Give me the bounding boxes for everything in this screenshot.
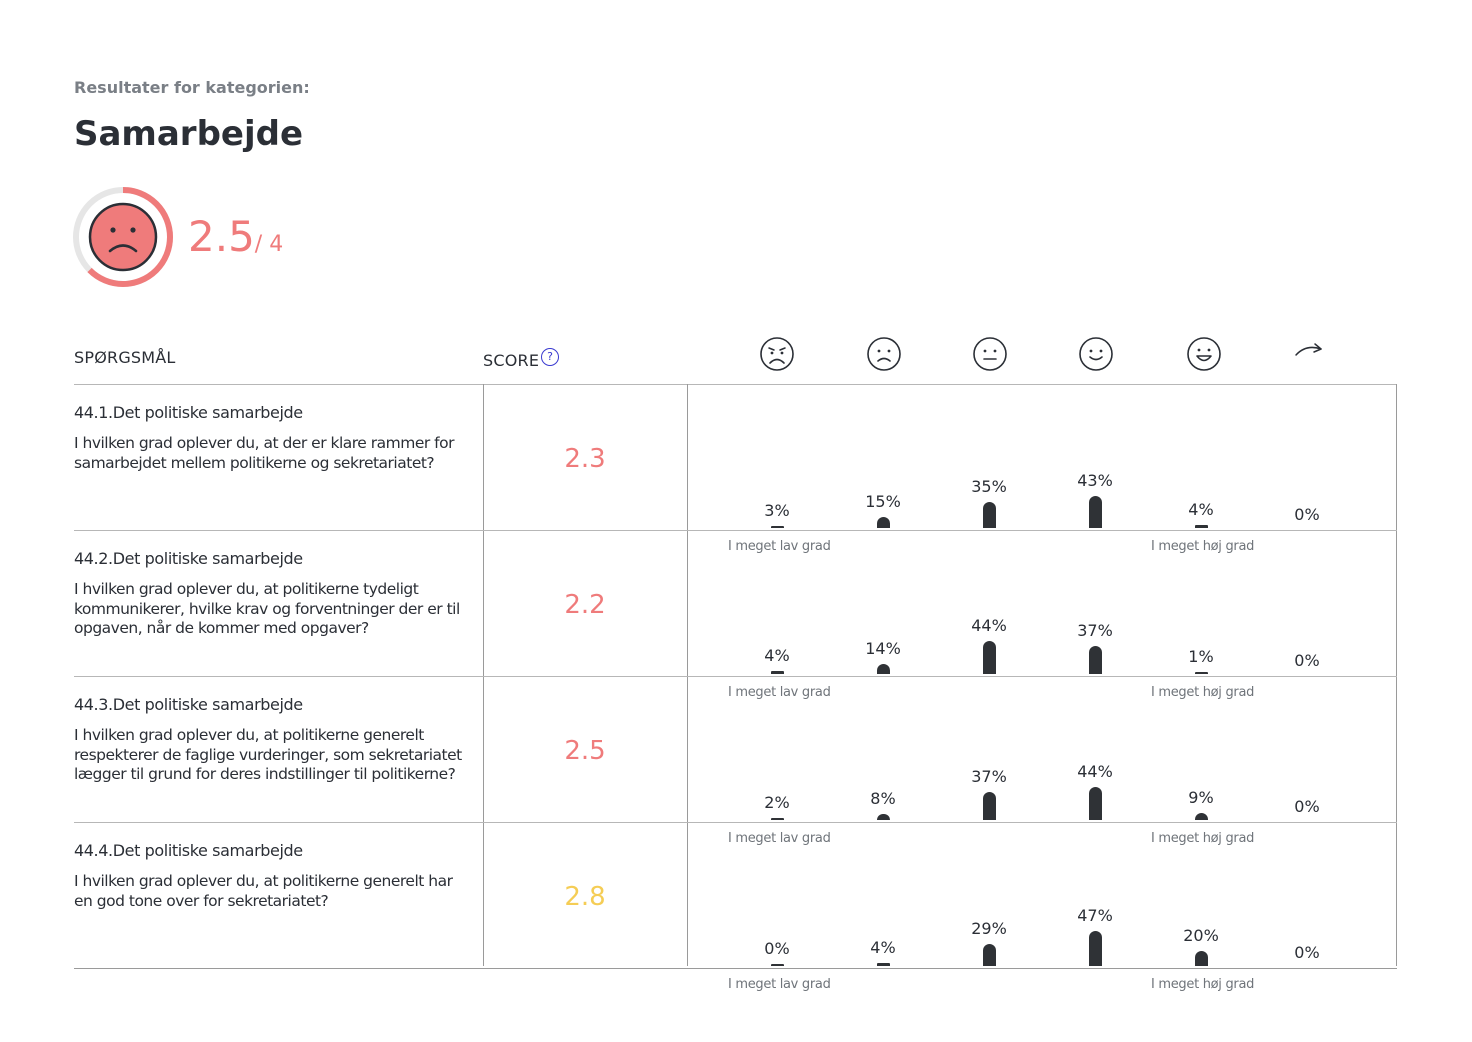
percentage-label: 1%	[1188, 647, 1214, 666]
response-bar	[1195, 672, 1208, 674]
percentage-label: 4%	[870, 938, 896, 957]
question-text: I hvilken grad oplever du, at der er klare rammer for samarbejdet mellem politikerne og sekretariatet?	[74, 434, 454, 472]
overall-score-value: 2.5	[188, 212, 255, 261]
overall-score	[188, 212, 283, 261]
response-bar	[1089, 646, 1102, 674]
scale-low-label: I meget lav grad	[728, 539, 831, 554]
chart-column-left-border	[687, 384, 688, 966]
table-top-divider	[74, 384, 1397, 385]
percentage-label: 4%	[1188, 500, 1214, 519]
question-score: 2.3	[564, 444, 606, 474]
column-header-score-label: SCORE	[483, 351, 540, 370]
overall-score-max: / 4	[254, 232, 284, 257]
percentage-label: 15%	[865, 492, 901, 511]
percentage-label: 0%	[1294, 797, 1320, 816]
percentage-label: 47%	[1077, 906, 1113, 925]
response-bar	[877, 517, 890, 528]
percentage-label: 14%	[865, 639, 901, 658]
question-number: 44.4.	[74, 841, 113, 860]
neutral-face-icon	[972, 336, 1008, 372]
column-header-score	[483, 348, 559, 370]
question-text: I hvilken grad oplever du, at politikerne tydeligt kommunikerer, hvilke krav og forventninger der er til opgaven, når de kommer med opgaver?	[74, 580, 460, 637]
response-bar	[983, 792, 996, 820]
response-bar	[877, 963, 890, 966]
question-score: 2.8	[564, 882, 606, 912]
question-text: I hvilken grad oplever du, at politikerne generelt respekterer de faglige vurderinger, som sekretariatet lægger til grund for deres indstillinger til politikerne?	[74, 726, 462, 783]
response-bar	[1089, 787, 1102, 820]
scale-low-label: I meget lav grad	[728, 977, 831, 992]
question-title	[74, 841, 303, 860]
percentage-label: 29%	[971, 919, 1007, 938]
scale-high-label: I meget høj grad	[1151, 539, 1255, 554]
scale-low-label: I meget lav grad	[728, 831, 831, 846]
response-bar	[771, 526, 784, 528]
question-text: I hvilken grad oplever du, at politikerne generelt har en god tone over for sekretariatet?	[74, 872, 453, 910]
percentage-label: 8%	[870, 789, 896, 808]
percentage-label: 0%	[764, 939, 790, 958]
question-title	[74, 695, 303, 714]
score-gauge	[72, 183, 176, 291]
column-header-question: SPØRGSMÅL	[74, 348, 176, 367]
response-bar	[771, 818, 784, 820]
score-column-left-border	[483, 384, 484, 966]
percentage-label: 37%	[971, 767, 1007, 786]
scale-high-label: I meget høj grad	[1151, 831, 1255, 846]
response-bar	[983, 641, 996, 674]
response-bar	[771, 671, 784, 674]
category-subtitle: Resultater for kategorien:	[74, 78, 310, 97]
help-icon[interactable]: ?	[541, 348, 559, 366]
response-bar	[877, 664, 890, 674]
question-number: 44.1.	[74, 403, 113, 422]
question-category: Det politiske samarbejde	[112, 695, 303, 714]
percentage-label: 44%	[1077, 762, 1113, 781]
percentage-label: 0%	[1294, 943, 1320, 962]
percentage-label: 35%	[971, 477, 1007, 496]
question-category: Det politiske samarbejde	[112, 549, 303, 568]
question-title	[74, 403, 303, 422]
question-category: Det politiske samarbejde	[112, 403, 303, 422]
response-bar	[1089, 496, 1102, 528]
response-bar	[1195, 813, 1208, 820]
very-sad-face-icon	[759, 336, 795, 372]
percentage-label: 20%	[1183, 926, 1219, 945]
question-score: 2.5	[564, 736, 606, 766]
row-divider	[74, 968, 1397, 969]
question-title	[74, 549, 303, 568]
response-bar	[1195, 525, 1208, 528]
row-divider	[74, 530, 1397, 531]
question-category: Det politiske samarbejde	[112, 841, 303, 860]
row-divider	[74, 822, 1397, 823]
scale-high-label: I meget høj grad	[1151, 685, 1255, 700]
percentage-label: 43%	[1077, 471, 1113, 490]
row-divider	[74, 676, 1397, 677]
response-bar	[1089, 931, 1102, 966]
scale-high-label: I meget høj grad	[1151, 977, 1255, 992]
category-title: Samarbejde	[74, 114, 304, 154]
response-bar	[877, 814, 890, 820]
table-right-border	[1396, 384, 1397, 966]
scale-low-label: I meget lav grad	[728, 685, 831, 700]
percentage-label: 4%	[764, 646, 790, 665]
response-bar	[983, 502, 996, 528]
percentage-label: 2%	[764, 793, 790, 812]
percentage-label: 0%	[1294, 505, 1320, 524]
percentage-label: 44%	[971, 616, 1007, 635]
percentage-label: 37%	[1077, 621, 1113, 640]
percentage-label: 9%	[1188, 788, 1214, 807]
question-score: 2.2	[564, 590, 606, 620]
happy-face-icon	[1078, 336, 1114, 372]
sad-face-icon	[90, 204, 156, 270]
sad-face-icon	[866, 336, 902, 372]
response-bar	[983, 944, 996, 966]
response-bar	[771, 964, 784, 966]
skip-arrow-icon	[1294, 340, 1324, 362]
very-happy-face-icon	[1186, 336, 1222, 372]
response-bar	[1195, 951, 1208, 966]
percentage-label: 3%	[764, 501, 790, 520]
question-number: 44.3.	[74, 695, 113, 714]
question-number: 44.2.	[74, 549, 113, 568]
percentage-label: 0%	[1294, 651, 1320, 670]
